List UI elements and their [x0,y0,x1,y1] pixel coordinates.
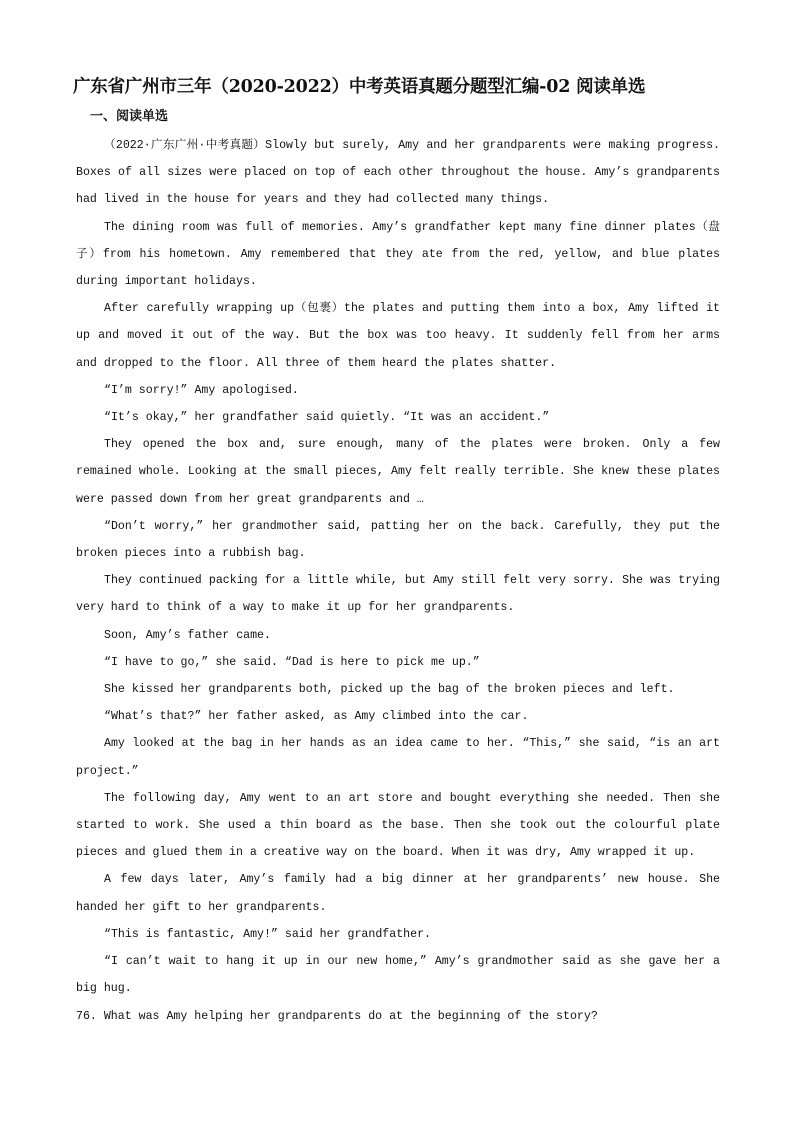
passage-paragraph: “I can’t wait to hang it up in our new home,” Amy’s grandmother said as she gave her a big hug. [76,955,727,996]
passage-paragraph: A few days later, Amy’s family had a big dinner at her grandparents’ new house. She handed her gift to her grandparents. [76,873,727,914]
question-76: 76. What was Amy helping her grandparents do at the beginning of the story? [76,1009,598,1023]
passage-paragraph: “It’s okay,” her grandfather said quietly. “It was an accident.” [104,411,550,425]
passage-paragraph: “I’m sorry!” Amy apologised. [104,383,299,397]
passage-paragraph: The dining room was full of memories. Amy’s grandfather kept many fine dinner plates（盘子）from his hometown. Amy remembered that they ate from the red, yellow, and blue plates during important holidays. [76,220,727,289]
passage-paragraph: She kissed her grandparents both, picked up the bag of the broken pieces and left. [104,683,675,697]
passage-paragraph: Amy looked at the bag in her hands as an idea came to her. “This,” she said, “is an art project.” [76,737,727,778]
passage-paragraph: They continued packing for a little while, but Amy still felt very sorry. She was trying very hard to think of a way to make it up for her grandparents. [76,574,727,615]
passage-paragraph: （2022·广东广州·中考真题）Slowly but surely, Amy and her grandparents were making progress. Boxes of all sizes were placed on top of each other throughout the house. Amy’s grandparents had lived in the house for years and they had collected many things. [76,139,727,207]
passage-paragraph: They opened the box and, sure enough, many of the plates were broken. Only a few remained whole. Looking at the small pieces, Amy felt really terrible. She knew these plates were passed down from her great grandparents and … [76,438,727,506]
passage-paragraph: After carefully wrapping up（包裹）the plates and putting them into a box, Amy lifted it up and moved it out of the way. But the box was too heavy. It suddenly fell from her arms and dropped to the floor. All three of them heard the plates shatter. [76,302,727,370]
passage-paragraph: “This is fantastic, Amy!” said her grandfather. [104,927,431,941]
passage-paragraph: “What’s that?” her father asked, as Amy climbed into the car. [104,710,529,724]
passage-paragraph: Soon, Amy’s father came. [104,628,271,642]
passage-paragraph: “I have to go,” she said. “Dad is here to pick me up.” [104,655,480,669]
passage-paragraph: The following day, Amy went to an art store and bought everything she needed. Then she started to work. She used a thin board as the base. Then she took out the colourful plate pieces and glued them in a creative way on the board. When it was dry, Amy wrapped it up. [76,791,727,860]
document-title: 广东省广州市三年（2020-2022）中考英语真题分题型汇编-02 阅读单选 [73,77,646,97]
passage [76,132,727,1003]
section-heading: 一、阅读单选 [90,109,169,124]
document-page [73,74,727,1030]
passage-paragraph: “Don’t worry,” her grandmother said, patting her on the back. Carefully, they put the broken pieces into a rubbish bag. [76,519,727,561]
